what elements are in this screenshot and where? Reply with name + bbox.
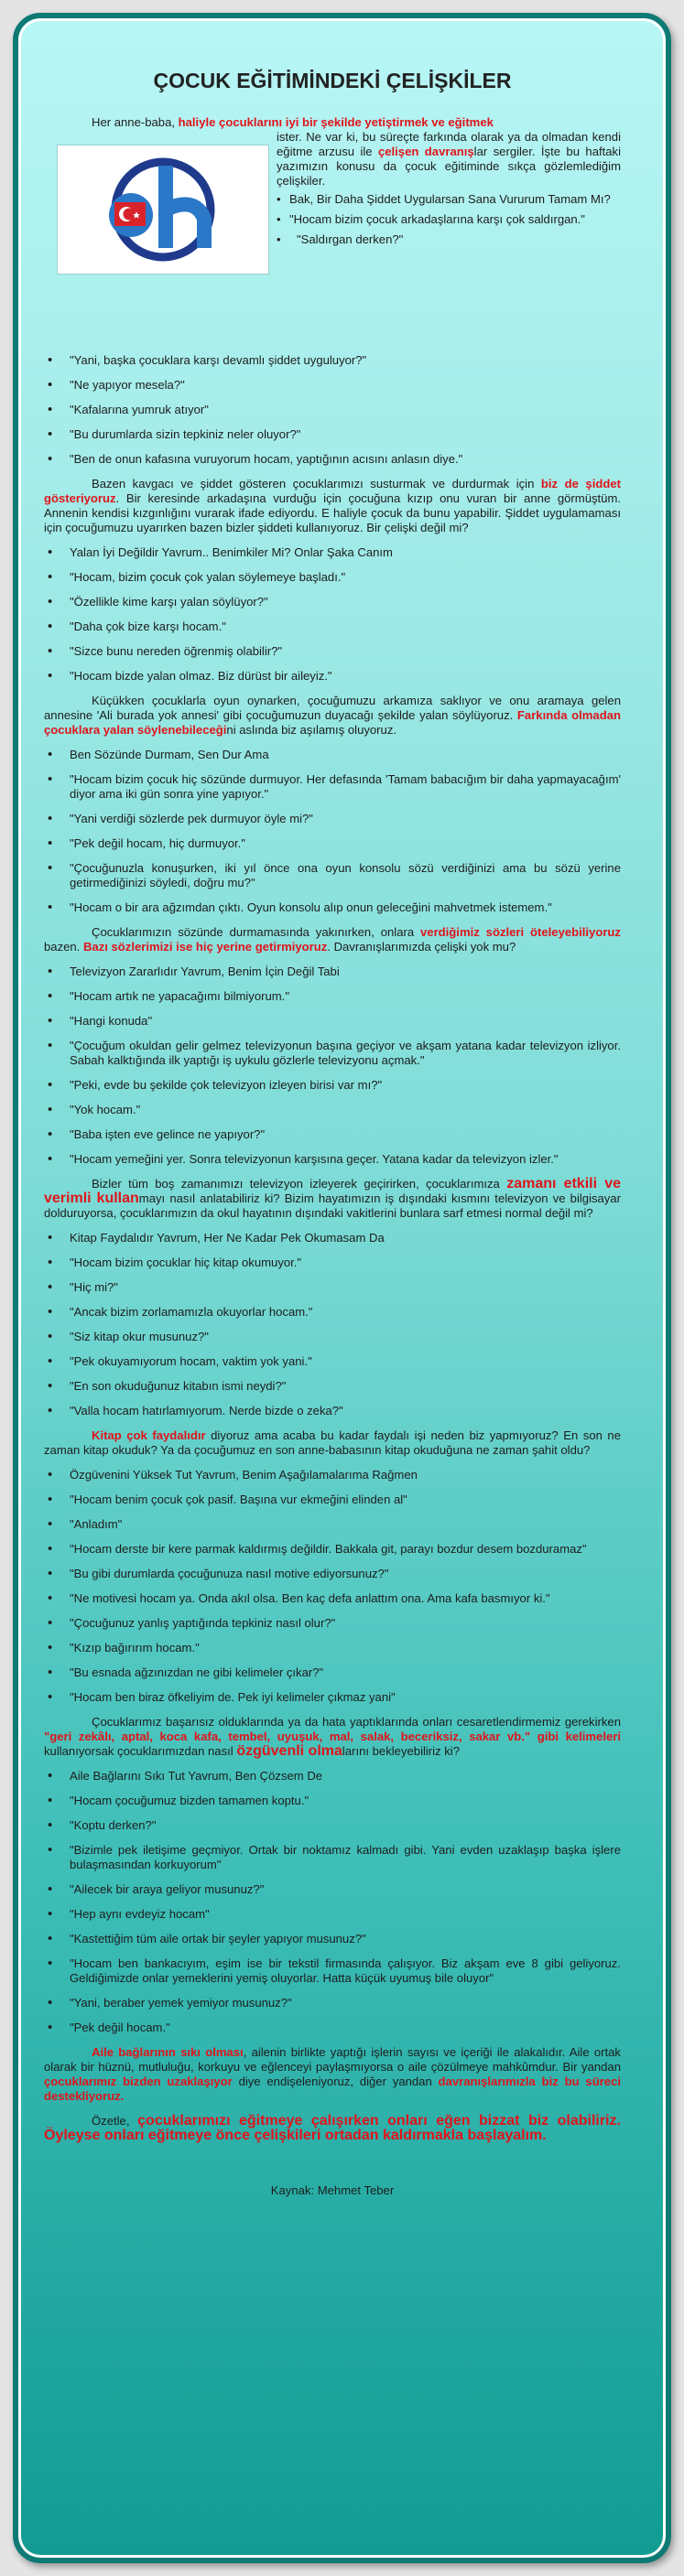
list-item: • "Hocam çocuğumuz bizden tamamen koptu." (44, 1794, 621, 1808)
list-item: • "Hocam benim çocuk çok pasif. Başına vur ekmeğini elinden al" (44, 1493, 621, 1507)
list-item: • "Hocam ben bankacıyım, eşim ise bir tekstil firmasında çalışıyor. Biz akşam eve 8 gibi geliyoruz. Geldiğimizde onlar yemeklerini yemiş oluyorlar. Hatta küçük uyumuş bile oluyor" (44, 1956, 621, 1986)
list-item: • "Bu durumlarda sizin tepkiniz neler oluyor?" (44, 427, 621, 442)
list-item: • "Saldırgan derken?" (277, 232, 621, 247)
list-item: • "Ailecek bir araya geliyor musunuz?" (44, 1882, 621, 1897)
list-item: • "Bu esnada ağzınızdan ne gibi kelimeler çıkar?" (44, 1665, 621, 1680)
promise-paragraph: Çocuklarımızın sözünde durmamasında yakınırken, onlara verdiğimiz sözleri öteleyebiliyoruz bazen. Bazı sözlerimizi ise hiç yerine getirmiyoruz. Davranışlarımızda çelişki yok mu? (44, 925, 621, 954)
list-item: • "Pek değil hocam, hiç durmuyor." (44, 836, 621, 851)
list-item: • "Hocam bizde yalan olmaz. Biz dürüst bir aileyiz." (44, 669, 621, 684)
list-item: • "Yani, başka çocuklara karşı devamlı şiddet uyguluyor?" (44, 353, 621, 368)
list-item: • "Bu gibi durumlarda çocuğunuza nasıl motive ediyorsunuz?" (44, 1567, 621, 1581)
list-item: • Aile Bağlarını Sıkı Tut Yavrum, Ben Çözsem De (44, 1769, 621, 1784)
list-item: • "Daha çok bize karşı hocam." (44, 620, 621, 634)
list-item: • "Pek okuyamıyorum hocam, vaktim yok yani." (44, 1354, 621, 1369)
list-item: • "Hocam derste bir kere parmak kaldırmış değildir. Bakkala git, parayı bozdur desem bozduramaz" (44, 1542, 621, 1557)
main-body (44, 353, 621, 2198)
list-item: • "Kafalarına yumruk atıyor" (44, 403, 621, 417)
list-item: • "Koptu derken?" (44, 1818, 621, 1833)
list-item: • "Hocam, bizim çocuk çok yalan söylemeye başladı." (44, 570, 621, 585)
list-item: • "Hocam o bir ara ağzımdan çıktı. Oyun konsolu alıp onun geleceğini mahvetmek istemem." (44, 900, 621, 915)
list-item: • "Yani, beraber yemek yemiyor musunuz?" (44, 1996, 621, 2010)
book-paragraph: Kitap çok faydalıdır diyoruz ama acaba bu kadar faydalı işi neden biz yapmıyoruz? En son ne zaman kitap okuduk? Ya da çocuğumuz en son anne-babasının kitap okuduğuna ne zaman şahit oldu? (44, 1428, 621, 1457)
confidence-paragraph: Çocuklarımız başarısız olduklarında ya da hata yaptıklarında onları cesaretlendirmemiz gerekirken "geri zekâlı, aptal, koca kafa, tembel, uyuşuk, mal, salak, beceriksiz, sakar vb." gibi kelimeleri kullanıyorsak çocuklarımızdan nasıl özgüvenli olmalarını bekleyebiliriz ki? (44, 1715, 621, 1759)
section-violence-list (44, 353, 621, 467)
list-item: • "En son okuduğunuz kitabın ismi neydi?" (44, 1379, 621, 1394)
list-item: • Yalan İyi Değildir Yavrum.. Benimkiler Mi? Onlar Şaka Canım (44, 545, 621, 560)
source-credit: Kaynak: Mehmet Teber (270, 2183, 395, 2197)
section-confidence-list (44, 1468, 621, 1705)
list-item: • "Kızıp bağırırım hocam." (44, 1641, 621, 1655)
list-item: • "Baba işten eve gelince ne yapıyor?" (44, 1127, 621, 1142)
list-item: • "Siz kitap okur musunuz?" (44, 1330, 621, 1344)
list-item: • "Hocam ben biraz öfkeliyim de. Pek iyi kelimeler çıkmaz yani" (44, 1690, 621, 1705)
list-item: • "Pek değil hocam." (44, 2021, 621, 2035)
list-item: • Kitap Faydalıdır Yavrum, Her Ne Kadar Pek Okumasam Da (44, 1231, 621, 1245)
intro-paragraph-top: Her anne-baba, haliyle çocuklarını iyi bir şekilde yetiştirmek ve eğitmek (92, 115, 494, 129)
intro-bullet-list (277, 192, 621, 247)
list-item: • "Çocuğunuzla konuşurken, iki yıl önce ona oyun konsolu sözü verdiğinizi ama bu sözü yerine getirmediğinizi söyledi, doğru mu?" (44, 861, 621, 890)
list-item: • "Hocam bizim çocuk arkadaşlarına karşı çok saldırgan." (277, 212, 621, 227)
violence-paragraph: Bazen kavgacı ve şiddet gösteren çocuklarımızı susturmak ve durdurmak için biz de şiddet gösteriyoruz. Bir keresinde arkadaşına vurduğu için çocuğuna kızıp onu vuran bir anne görmüştüm. Annenin kendisi kızgınlığını vurarak ifade ediyordu. E haliyle çocuk da bunu yapabilir. Şiddet uygulamaması için çocuğumuzu uyarırken bazen bizler şiddeti kullanıyoruz. Bir çelişki değil mi? (44, 477, 621, 534)
list-item: • Ben Sözünde Durmam, Sen Dur Ama (44, 748, 621, 762)
list-item: • "Valla hocam hatırlamıyorum. Nerde bizde o zeka?" (44, 1404, 621, 1418)
intro-float-column (277, 130, 621, 247)
list-item: • "Yani verdiği sözlerde pek durmuyor öyle mi?" (44, 812, 621, 826)
list-item: • "Hep aynı evdeyiz hocam" (44, 1907, 621, 1922)
article-title: ÇOCUK EĞİTİMİNDEKİ ÇELİŞKİLER (153, 69, 512, 92)
lying-paragraph: Küçükken çocuklarla oyun oynarken, çocuğumuzu arkamıza saklıyor ve onu aramaya gelen annesine 'Ali burada yok annesi' gibi çocuğumuzun duyacağı şekilde yalan söylüyoruz. Farkında olmadan çocuklara yalan söylenebileceğini aslında biz aşılamış oluyoruz. (44, 694, 621, 737)
list-item: • "Hangi konuda" (44, 1014, 621, 1029)
logo-image (57, 145, 269, 275)
conclusion-paragraph: Özetle, çocuklarımızı eğitmeye çalışırken onları eğen bizzat biz olabiliriz. Öyleyse onları eğitmeye önce çelişkileri ortadan kaldırmakla başlayalım. (44, 2113, 621, 2143)
list-item: • Bak, Bir Daha Şiddet Uygularsan Sana Vururum Tamam Mı? (277, 192, 621, 207)
list-item: • "Yok hocam." (44, 1103, 621, 1117)
list-item: • "Ne motivesi hocam ya. Onda akıl olsa. Ben kaç defa anlattım ona. Ama kafa basmıyor ki." (44, 1591, 621, 1606)
list-item: • "Ben de onun kafasına vuruyorum hocam, yaptığının acısını anlasın diye." (44, 452, 621, 467)
list-item: • "Hocam artık ne yapacağımı bilmiyorum." (44, 989, 621, 1004)
list-item: • "Peki, evde bu şekilde çok televizyon izleyen birisi var mı?" (44, 1078, 621, 1093)
list-item: • "Ancak bizim zorlamamızla okuyorlar hocam." (44, 1305, 621, 1320)
intro-paragraph: ister. Ne var ki, bu süreçte farkında olarak ya da olmadan kendi eğitme arzusu ile çelişen davranışlar sergiler. İşte bu haftaki yazımızın konusu da çocuk eğitiminde sıkça gözlemlediğim çelişkiler. (277, 130, 621, 188)
list-item: • "Hiç mi?" (44, 1280, 621, 1295)
list-item: • Televizyon Zararlıdır Yavrum, Benim İçin Değil Tabi (44, 965, 621, 979)
section-tv-list (44, 965, 621, 1167)
list-item: • "Hocam yemeğini yer. Sonra televizyonun karşısına geçer. Yatana kadar da televizyon izler." (44, 1152, 621, 1167)
section-promise-list (44, 748, 621, 915)
list-item: • "Ne yapıyor mesela?" (44, 378, 621, 393)
family-paragraph: Aile bağlarının sıkı olması, ailenin birlikte yaptığı işlerin sayısı ve içeriği ile alakalıdır. Aile ortak olarak bir hüznü, mutluluğu, korkuyu ve eğlenceyi paylaşmıyorsa o aile çözülmeye mahkûmdur. Bir yandan çocuklarımız bizden uzaklaşıyor diye endişeleniyoruz, diğer yandan davranışlarımızla biz bu süreci destekliyoruz. (44, 2045, 622, 2103)
section-family-list (44, 1769, 621, 2035)
section-book-list (44, 1231, 621, 1418)
list-item: • "Anladım" (44, 1517, 621, 1532)
dh-logo-icon (58, 146, 268, 274)
list-item: • "Çocuğum okuldan gelir gelmez televizyonun başına geçiyor ve akşam yatana kadar televizyon izliyor. Sabah kalktığında ilk yaptığı iş uykulu gözlerle televizyonu açmak." (44, 1039, 621, 1068)
list-item: • "Sizce bunu nereden öğrenmiş olabilir?" (44, 644, 621, 659)
list-item: • Özgüvenini Yüksek Tut Yavrum, Benim Aşağılamalarıma Rağmen (44, 1468, 621, 1482)
list-item: • "Çocuğunuz yanlış yaptığında tepkiniz nasıl olur?" (44, 1616, 621, 1631)
list-item: • "Hocam bizim çocuk hiç sözünde durmuyor. Her defasında 'Tamam babacığım bir daha yapmayacağım' diyor ama iki gün sonra yine yapıyor." (44, 772, 621, 802)
section-lying-list (44, 545, 621, 684)
list-item: • "Bizimle pek iletişime geçmiyor. Ortak bir noktamız kalmadı gibi. Yani evden uzaklaşıp başka işlere bulaşmasından korkuyorum" (44, 1843, 621, 1872)
list-item: • "Kastettiğim tüm aile ortak bir şeyler yapıyor musunuz?" (44, 1932, 621, 1946)
list-item: • "Hocam bizim çocuklar hiç kitap okumuyor." (44, 1256, 621, 1270)
list-item: • "Özellikle kime karşı yalan söylüyor?" (44, 595, 621, 609)
tv-paragraph: Bizler tüm boş zamanımızı televizyon izleyerek geçirirken, çocuklarımıza zamanı etkili ve verimli kullanmayı nasıl anlatabiliriz ki? Bizim hayatımızın iş dışındaki kısmını televizyon ve bilgisayar dolduruyorsa, çocuklarımızın da okul hayatının dışındaki vakitlerini bunlara sarf etmesi normal değil mi? (44, 1176, 621, 1220)
